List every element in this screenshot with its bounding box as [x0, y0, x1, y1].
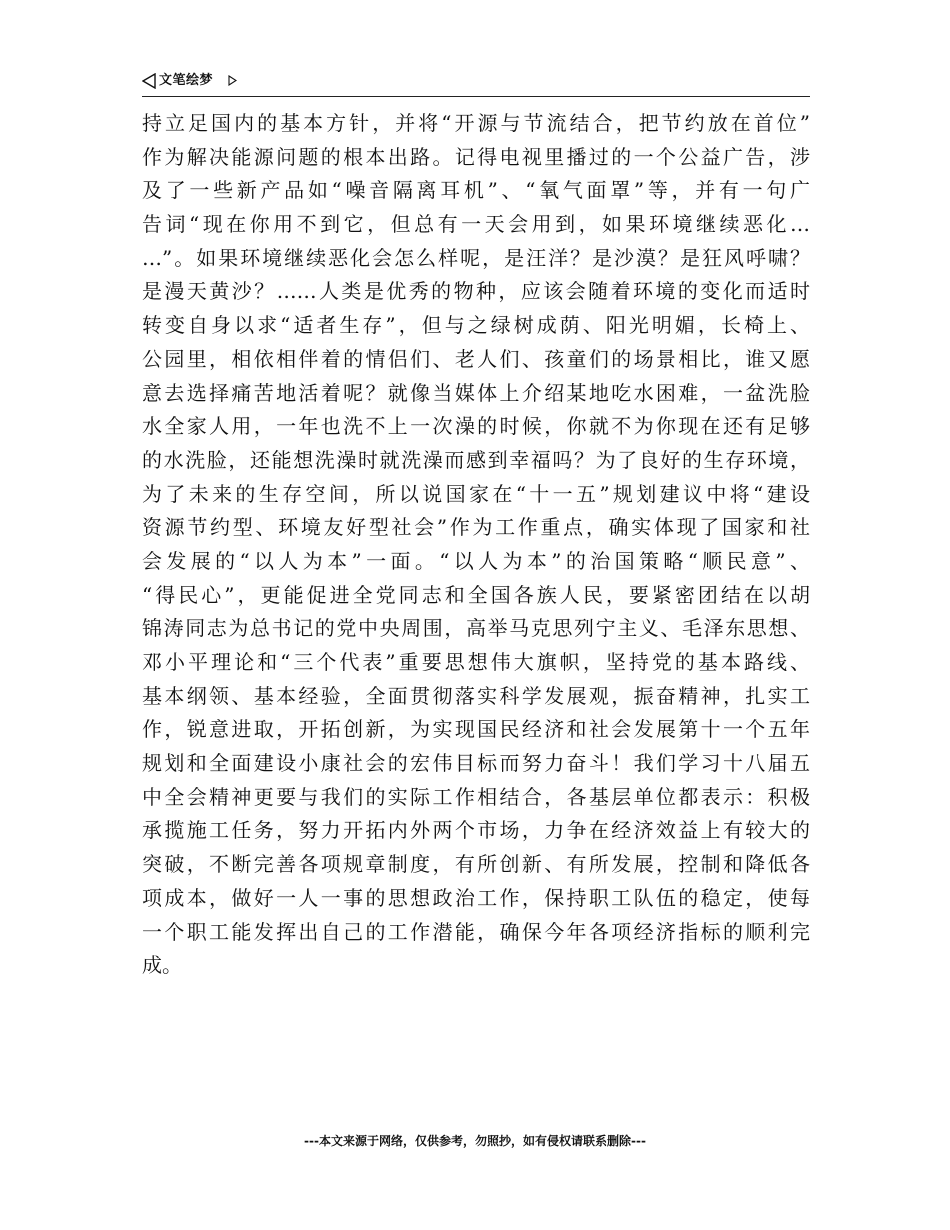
text-line: …”。如果环境继续恶化会怎么样呢，是汪洋？是沙漠？是狂风呼啸？	[142, 245, 810, 270]
text-line: 突破，不断完善各项规章制度，有所创新、有所发展，控制和降低各	[142, 852, 810, 877]
triangle-left-outline-icon	[142, 73, 156, 89]
text-line: 会发展的“以人为本”一面。“以人为本”的治国策略“顺民意”、	[142, 548, 810, 573]
text-line: 作为解决能源问题的根本出路。记得电视里播过的一个公益广告，涉	[142, 144, 810, 169]
document-body	[142, 107, 810, 983]
text-line: 资源节约型、环境友好型社会”作为工作重点，确实体现了国家和社	[142, 515, 810, 540]
triangle-right-outline-icon	[228, 75, 237, 86]
text-line: 水全家人用，一年也洗不上一次澡的时候，你就不为你现在还有足够	[142, 414, 810, 439]
text-line: 项成本，做好一人一事的思想政治工作，保持职工队伍的稳定，使每	[142, 885, 810, 910]
text-line: 及了一些新产品如“噪音隔离耳机”、“氧气面罩”等，并有一句广	[142, 178, 810, 203]
text-line: 转变自身以求“适者生存”，但与之绿树成荫、阳光明媚，长椅上、	[142, 313, 810, 338]
text-line: 承揽施工任务，努力开拓内外两个市场，力争在经济效益上有较大的	[142, 818, 810, 843]
header-title: 文笔绘梦	[159, 73, 214, 88]
text-line: 邓小平理论和“三个代表”重要思想伟大旗帜，坚持党的基本路线、	[142, 650, 810, 674]
text-line: 为了未来的生存空间，所以说国家在“十一五”规划建议中将“建设	[142, 481, 810, 506]
text-line: 基本纲领、基本经验，全面贯彻落实科学发展观，振奋精神，扎实工	[142, 683, 810, 708]
text-line: 成。	[142, 953, 182, 978]
text-line: 告词“现在你用不到它，但总有一天会用到，如果环境继续恶化…	[142, 212, 810, 237]
text-line: 意去选择痛苦地活着呢？就像当媒体上介绍某地吃水困难，一盆洗脸	[142, 380, 810, 405]
text-line: 公园里，相依相伴着的情侣们、老人们、孩童们的场景相比，谁又愿	[142, 346, 810, 371]
text-line: 作，锐意进取，开拓创新，为实现国民经济和社会发展第十一个五年	[142, 717, 810, 742]
text-line: 持立足国内的基本方针，并将“开源与节流结合，把节约放在首位”	[142, 111, 810, 135]
page-header	[142, 70, 810, 97]
text-line: 规划和全面建设小康社会的宏伟目标而努力奋斗！我们学习十八届五	[142, 751, 810, 776]
page-footer: ---本文来源于网络，仅供参考，勿照抄，如有侵权请联系删除---	[304, 1134, 646, 1148]
text-line: 锦涛同志为总书记的党中央周围，高举马克思列宁主义、毛泽东思想、	[142, 616, 810, 641]
text-line: 中全会精神更要与我们的实际工作相结合，各基层单位都表示：积极	[142, 784, 810, 809]
text-line: 是漫天黄沙？……人类是优秀的物种，应该会随着环境的变化而适时	[142, 279, 810, 304]
text-line: 的水洗脸，还能想洗澡时就洗澡而感到幸福吗？为了良好的生存环境，	[142, 447, 810, 472]
text-line: 一个职工能发挥出自己的工作潜能，确保今年各项经济指标的顺利完	[142, 919, 810, 944]
text-line: “得民心”，更能促进全党同志和全国各族人民，要紧密团结在以胡	[142, 582, 810, 607]
